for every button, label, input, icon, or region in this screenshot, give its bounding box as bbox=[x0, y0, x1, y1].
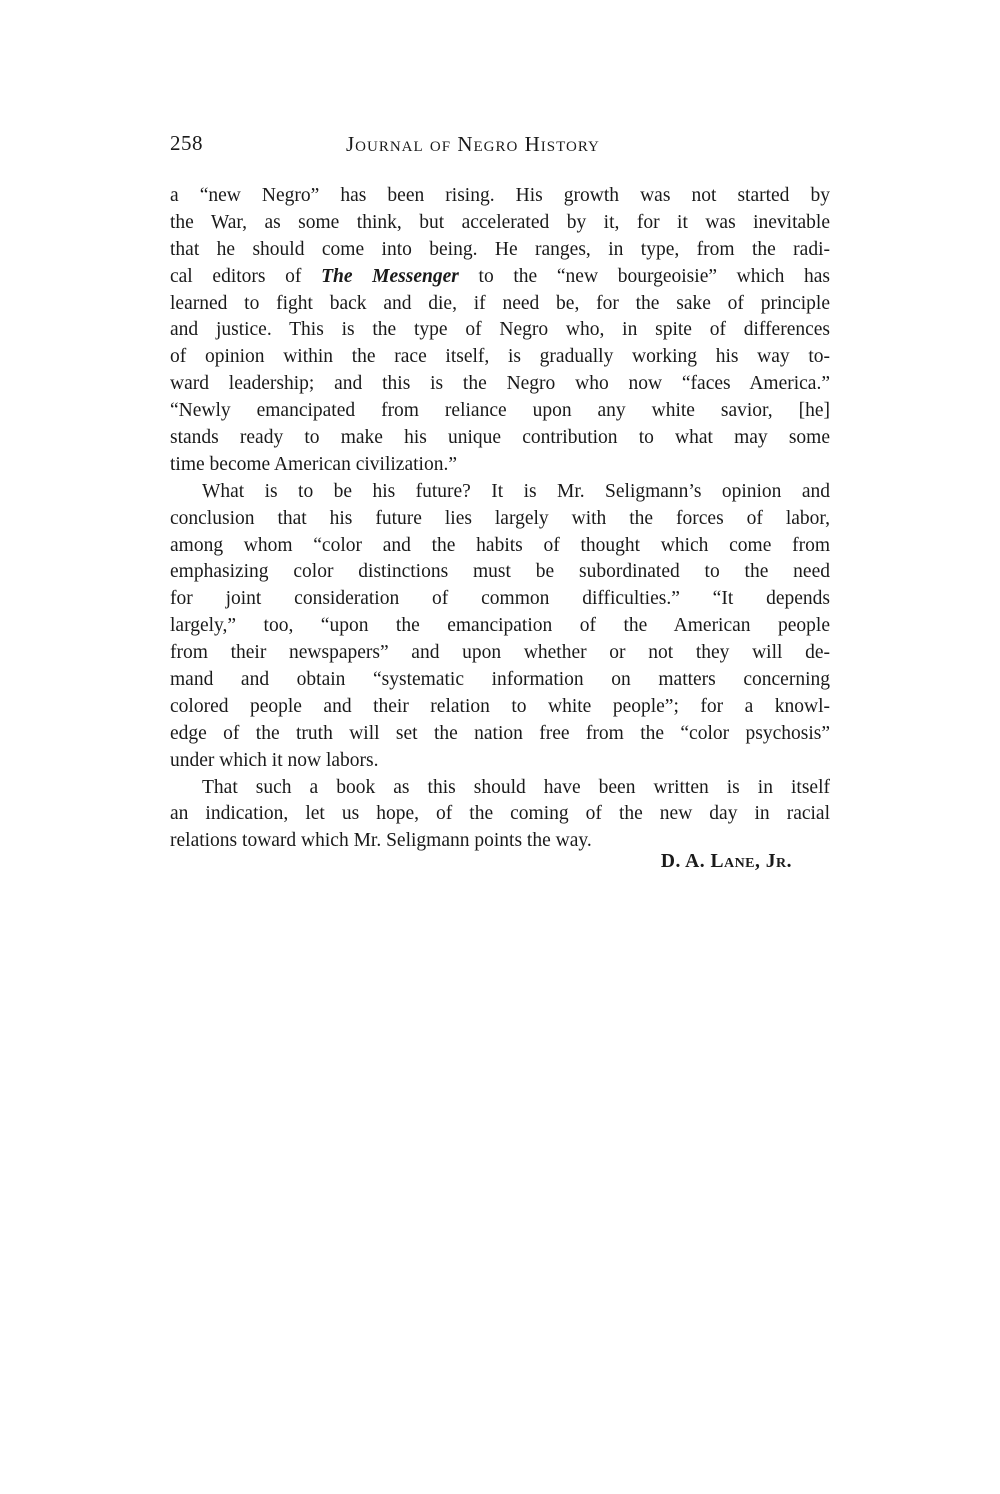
text-line: from their newspapers” and upon whether or not they will de- bbox=[170, 642, 830, 664]
text-line: learned to fight back and die, if need be, for the sake of principle bbox=[170, 292, 830, 314]
text-line: ward leadership; and this is the Negro who now “faces America.” bbox=[170, 373, 830, 395]
text-line: the War, as some think, but accelerated by it, for it was inevitable bbox=[170, 211, 830, 233]
paragraph-2 bbox=[170, 479, 830, 775]
text-line: an indication, let us hope, of the coming of the new day in racial bbox=[170, 803, 830, 825]
text-line: largely,” too, “upon the emancipation of the American people bbox=[170, 615, 830, 637]
text-line: among whom “color and the habits of thought which come from bbox=[170, 534, 830, 556]
text-line: conclusion that his future lies largely with the forces of labor, bbox=[170, 507, 830, 529]
text-line: for joint consideration of common difficulties.” “It depends bbox=[170, 588, 830, 610]
text-line: “Newly emancipated from reliance upon any white savior, [he] bbox=[170, 400, 830, 422]
journal-title: Journal of Negro History bbox=[346, 132, 600, 156]
text-line: relations toward which Mr. Seligmann points the way. bbox=[170, 830, 592, 852]
page-number: 258 bbox=[170, 131, 203, 155]
text-line: of opinion within the race itself, is gradually working his way to- bbox=[170, 346, 830, 368]
paragraph-3 bbox=[170, 775, 830, 856]
text-line: under which it now labors. bbox=[170, 749, 379, 771]
text-line: emphasizing color distinctions must be subordinated to the need bbox=[170, 561, 830, 583]
text-line bbox=[170, 264, 830, 291]
publication-title: The Messenger bbox=[321, 265, 459, 287]
text-fragment: to the “new bourgeoisie” which has bbox=[458, 265, 831, 287]
text-line: mand and obtain “systematic information on matters concerning bbox=[170, 669, 830, 691]
text-line: and justice. This is the type of Negro who, in spite of differences bbox=[170, 319, 830, 341]
paragraph-1 bbox=[170, 183, 830, 479]
text-line: That such a book as this should have been written is in itself bbox=[202, 776, 830, 798]
author-signature: D. A. Lane, Jr. bbox=[660, 851, 792, 872]
text-line: colored people and their relation to white people”; for a knowl- bbox=[170, 695, 830, 717]
text-line: stands ready to make his unique contribution to what may some bbox=[170, 427, 830, 449]
text-line: time become American civilization.” bbox=[170, 453, 457, 475]
running-head bbox=[170, 131, 830, 161]
text-fragment: cal editors of bbox=[170, 265, 322, 287]
text-line: edge of the truth will set the nation free from the “color psychosis” bbox=[170, 722, 830, 744]
text-line: What is to be his future? It is Mr. Seligmann’s opinion and bbox=[202, 480, 830, 502]
text-line: that he should come into being. He ranges, in type, from the radi- bbox=[170, 238, 830, 260]
text-line: a “new Negro” has been rising. His growth was not started by bbox=[170, 185, 830, 206]
article-body bbox=[170, 183, 830, 855]
